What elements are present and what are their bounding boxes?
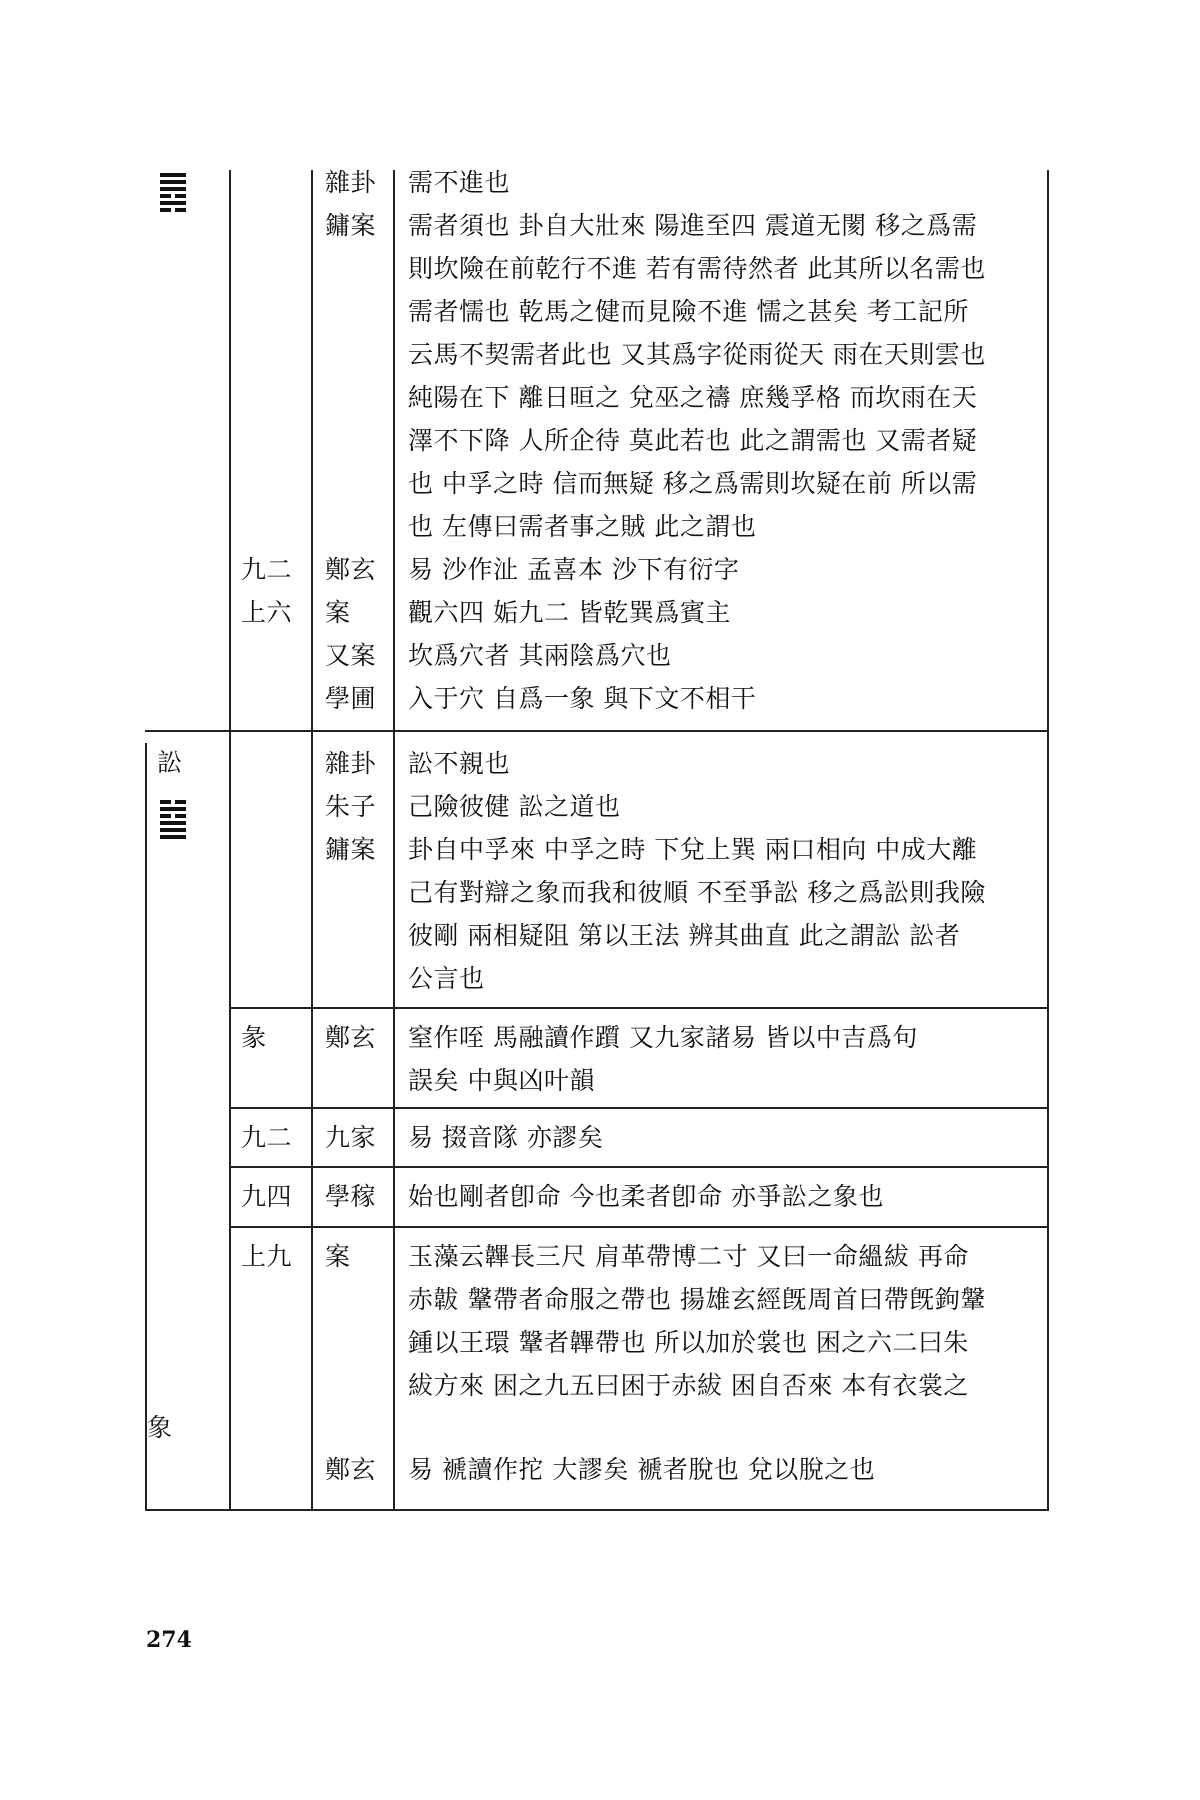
commentary-text: 公言也 <box>408 964 485 993</box>
source-label: 九家 <box>325 1123 377 1152</box>
commentary-text: 澤不下降 人所企待 莫此若也 此之謂需也 又需者疑 <box>408 426 978 455</box>
source-label: 朱子 <box>325 792 377 821</box>
yin-line-icon <box>160 800 186 804</box>
commentary-text: 坎爲穴者 其兩陰爲穴也 <box>408 641 672 670</box>
table-bottom-border <box>145 1509 1049 1511</box>
yin-line-icon <box>160 208 186 212</box>
source-label: 鏞案 <box>325 835 377 864</box>
line-label: 彖 <box>241 1023 267 1052</box>
row-divider-shangjiu <box>229 1226 1049 1228</box>
line-label: 上六 <box>241 598 293 627</box>
table-right-border <box>1047 170 1049 1511</box>
commentary-text: 觀六四 姤九二 皆乾巽爲賓主 <box>408 598 731 627</box>
commentary-text: 訟不親也 <box>408 749 511 778</box>
commentary-text: 需者須也 卦自大壯來 陽進至四 震道无閡 移之爲需 <box>408 211 978 240</box>
commentary-text: 也 左傳曰需者事之賊 此之謂也 <box>408 512 757 541</box>
source-label: 鏞案 <box>325 211 377 240</box>
commentary-text: 純陽在下 離日晅之 兌巫之禱 庶幾孚格 而坎雨在天 <box>408 383 978 412</box>
source-label: 學稼 <box>325 1182 377 1211</box>
xu-hexagram-icon <box>160 170 186 215</box>
page-number: 274 <box>146 1627 192 1653</box>
column-divider-3 <box>393 170 395 1511</box>
column-divider-2 <box>311 170 313 1511</box>
commentary-text: 易 褫讀作拕 大謬矣 褫者脫也 兌以脫之也 <box>408 1455 876 1484</box>
commentary-text: 也 中孚之時 信而無疑 移之爲需則坎疑在前 所以需 <box>408 469 978 498</box>
source-label: 鄭玄 <box>325 1455 377 1484</box>
line-label: 上九 <box>241 1242 293 1271</box>
commentary-text: 需者懦也 乾馬之健而見險不進 懦之甚矣 考工記所 <box>408 297 969 326</box>
commentary-text: 紱方來 困之九五曰困于赤紱 困自否來 本有衣裳之 <box>408 1371 969 1400</box>
yang-line-icon <box>160 828 186 832</box>
song-hexagram-name: 訟 <box>157 748 183 777</box>
commentary-text: 入于穴 自爲一象 與下文不相干 <box>408 684 757 713</box>
commentary-text: 彼剛 兩相疑阻 第以王法 辨其曲直 此之謂訟 訟者 <box>408 921 961 950</box>
commentary-text: 始也剛者卽命 今也柔者卽命 亦爭訟之象也 <box>408 1182 884 1211</box>
source-label: 案 <box>325 598 351 627</box>
row-divider-tuan <box>229 1007 1049 1009</box>
commentary-text: 需不進也 <box>408 168 511 197</box>
commentary-text: 窒作咥 馬融讀作躓 又九家諸易 皆以中吉爲句 <box>408 1023 918 1052</box>
source-label: 又案 <box>325 641 377 670</box>
row-divider-jiusi <box>229 1166 1049 1168</box>
yang-line-icon <box>160 201 186 205</box>
yang-line-icon <box>160 187 186 191</box>
yin-line-icon <box>160 814 186 818</box>
commentary-text: 易 掇音隊 亦謬矣 <box>408 1123 604 1152</box>
column-divider-1 <box>229 170 231 1511</box>
commentary-text: 玉藻云韠長三尺 肩革帶博二寸 又曰一命縕紱 再命 <box>408 1242 969 1271</box>
source-label: 雜卦 <box>325 749 377 778</box>
source-label: 鄭玄 <box>325 1023 377 1052</box>
commentary-text: 誤矣 中與凶叶韻 <box>408 1066 595 1095</box>
source-label: 鄭玄 <box>325 555 377 584</box>
line-label: 九二 <box>241 555 293 584</box>
line-label: 九二 <box>241 1123 293 1152</box>
source-label: 學圃 <box>325 684 377 713</box>
source-label: 雜卦 <box>325 168 377 197</box>
yang-line-icon <box>160 835 186 839</box>
xiang-label: 象 <box>147 1413 173 1442</box>
source-label: 案 <box>325 1242 351 1271</box>
commentary-text: 己有對辯之象而我和彼順 不至爭訟 移之爲訟則我險 <box>408 878 986 907</box>
commentary-text: 云馬不契需者此也 又其爲字從雨從天 雨在天則雲也 <box>408 340 986 369</box>
yang-line-icon <box>160 173 186 177</box>
song-hexagram-icon <box>160 797 186 842</box>
commentary-text: 卦自中孚來 中孚之時 下兌上巽 兩口相向 中成大離 <box>408 835 978 864</box>
section-divider <box>145 730 1049 732</box>
table-left-border <box>145 743 147 1511</box>
commentary-text: 易 沙作沚 孟喜本 沙下有衍字 <box>408 555 740 584</box>
line-label: 九四 <box>241 1182 293 1211</box>
yang-line-icon <box>160 821 186 825</box>
row-divider-jiuer <box>229 1107 1049 1109</box>
commentary-text: 則坎險在前乾行不進 若有需待然者 此其所以名需也 <box>408 254 986 283</box>
commentary-text: 鍾以王環 鞶者韠帶也 所以加於裳也 困之六二曰朱 <box>408 1328 969 1357</box>
commentary-text: 赤韍 鞶帶者命服之帶也 揚雄玄經旣周首曰帶旣鉤鞶 <box>408 1285 986 1314</box>
yin-line-icon <box>160 194 186 198</box>
yang-line-icon <box>160 807 186 811</box>
commentary-text: 己險彼健 訟之道也 <box>408 792 621 821</box>
yang-line-icon <box>160 180 186 184</box>
